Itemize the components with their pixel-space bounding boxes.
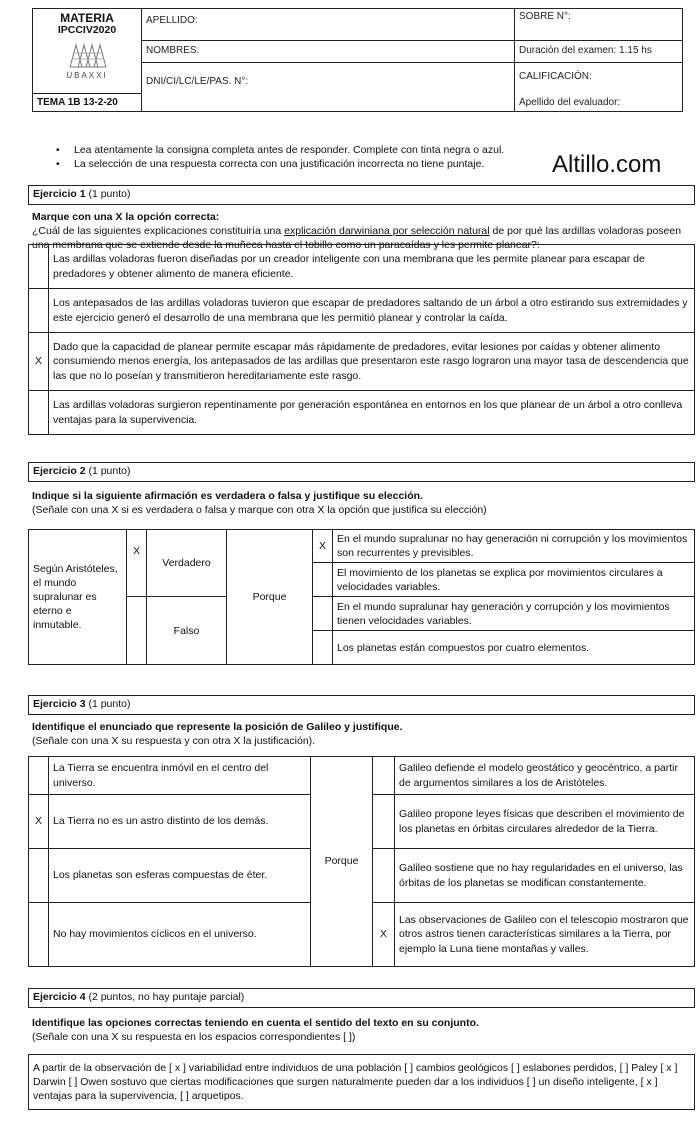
ex2-title-label: Ejercicio 2 [33, 465, 86, 477]
ex1-points: (1 punto) [85, 188, 131, 200]
ex3-instruction: Identifique el enunciado que represente la posición de Galileo y justifique. [32, 721, 403, 733]
calificacion-label: CALIFICACIÓN: [519, 71, 592, 82]
ex2-just-mark[interactable] [313, 563, 333, 597]
ex1-option-row[interactable] [29, 391, 695, 435]
subject-label: MATERIA [60, 11, 114, 25]
ex3-title [28, 695, 695, 715]
uba-logo-text: UBAXXI [66, 70, 108, 80]
ex1-question-post: de por qué las ardillas voladoras poseen una membrana que se extiende desde la muñeca hasta el tobillo como un paracaídas y les permite planear?: [32, 225, 682, 252]
ex4-note: (Señale con una X su respuesta en los espacios correspondientes [ ]) [32, 1031, 356, 1044]
ex1-option-row[interactable] [29, 333, 695, 391]
ex2-note: (Señale con una X si es verdadera o falsa y marque con otra X la opción que justifica su elección) [32, 504, 487, 517]
ex1-option-text: Los antepasados de las ardillas voladoras tuvieron que escapar de predadores saltando de un árbol a otro estirando sus extremidades y este ejercicio generó el desarrollo de una membrana que les permitió planear y controlar la caída. [49, 289, 695, 333]
ex4-title-label: Ejercicio 4 [33, 991, 86, 1003]
ex3-note: (Señale con una X su respuesta y con otra X la justificación). [32, 735, 316, 748]
ex2-false-mark[interactable] [127, 597, 147, 665]
ex3-just-text: Galileo sostiene que no hay regularidades en el universo, las órbitas de los planetas se modifican constantemente. [395, 849, 695, 903]
ex2-prompt [32, 489, 695, 517]
dni-field[interactable]: DNI/CI/LC/LE/PAS. N°: [146, 76, 249, 87]
uba-logo-icon [60, 43, 114, 69]
ex4-prompt [32, 1016, 695, 1044]
subject-box [33, 9, 142, 111]
ex1-options-table [28, 244, 695, 435]
ex2-just-text: Los planetas están compuestos por cuatro elementos. [333, 631, 695, 665]
ex3-just-text: Galileo defiende el modelo geostático y geocéntrico, a partir de argumentos similares a los de Aristóteles. [395, 757, 695, 795]
ex2-just-text: El movimiento de los planetas se explica por movimientos circulares a velocidades variables. [333, 563, 695, 597]
ex3-title-label: Ejercicio 3 [33, 698, 86, 710]
ex4-points: (2 puntos, no hay puntaje parcial) [85, 991, 245, 1003]
ex3-statement-text: La Tierra se encuentra inmóvil en el centro del universo. [49, 757, 311, 795]
ex1-option-mark[interactable] [29, 391, 49, 435]
ex1-option-text: Dado que la capacidad de planear permite escapar más rápidamente de predadores, evitar lesiones por caídas y obtener alimento consumiendo menos energía, los antepasados de las ardillas que presentaron este rasgo lograron una mayor tasa de descendencia que las que no lo poseían y transmitieron hereditariamente este rasgo. [49, 333, 695, 391]
instructions-list [52, 143, 572, 171]
subject-code: IPCCIV2020 [57, 24, 117, 37]
ex1-option-text: Las ardillas voladoras surgieron repentinamente por generación espontánea en entornos en los que planear de un árbol a otro conlleva ventajas para la supervivencia. [49, 391, 695, 435]
ex1-option-row[interactable] [29, 245, 695, 289]
ex3-just-text: Las observaciones de Galileo con el telescopio mostraron que otros astros tienen características similares a la Tierra, por ejemplo la Luna tiene montañas y valles. [395, 903, 695, 967]
evaluador-label: Apellido del evaluador: [519, 97, 621, 108]
ex4-title [28, 988, 695, 1008]
ex3-points: (1 punto) [85, 698, 131, 710]
nombres-field[interactable]: NOMBRES: [142, 41, 514, 63]
ex1-question-pre: ¿Cuál de las siguientes explicaciones constituiría una [32, 225, 285, 238]
ex1-option-mark[interactable] [29, 245, 49, 289]
watermark: Altillo.com [552, 151, 662, 178]
ex2-points: (1 punto) [85, 465, 131, 477]
ex3-statement-text: No hay movimientos cíclicos en el universo. [49, 903, 311, 967]
ex3-just-mark[interactable]: X [373, 903, 395, 967]
exam-info [515, 9, 682, 111]
duracion-field: Duración del examen: 1.15 hs [515, 41, 682, 63]
ex3-statement-mark[interactable] [29, 903, 49, 967]
student-info [142, 9, 515, 111]
ex2-statement: Según Aristóteles, el mundo supralunar es eterno e inmutable. [29, 530, 127, 665]
ex1-instruction: Marque con una X la opción correcta: [32, 211, 220, 223]
ex3-just-text: Galileo propone leyes físicas que describen el movimiento de los planetas en órbitas circulares alrededor de la Tierra. [395, 795, 695, 849]
ex3-statement-mark[interactable]: X [29, 795, 49, 849]
apellido-field[interactable]: APELLIDO: [142, 9, 514, 41]
exam-header [32, 8, 683, 112]
ex2-table [28, 529, 695, 665]
ex2-false-label: Falso [147, 597, 227, 665]
ex2-true-label: Verdadero [147, 530, 227, 597]
ex1-option-mark[interactable]: X [29, 333, 49, 391]
ex2-instruction: Indique si la siguiente afirmación es verdadera o falsa y justifique su elección. [32, 490, 423, 502]
ex2-just-text: En el mundo supralunar no hay generación ni corrupción y los movimientos son recurrentes y previsibles. [333, 530, 695, 563]
ex1-question-underline: explicación darwiniana por selección natural [284, 225, 490, 238]
ex1-title [28, 185, 695, 205]
ex3-statement-text: Los planetas son esferas compuestas de éter. [49, 849, 311, 903]
ex2-just-mark[interactable] [313, 597, 333, 631]
instruction-item: • La selección de una respuesta correcta con una justificación incorrecta no tiene puntaje. [52, 157, 572, 171]
ex2-title [28, 462, 695, 482]
ex1-option-row[interactable] [29, 289, 695, 333]
ex3-just-mark[interactable] [373, 795, 395, 849]
ex3-prompt [32, 720, 695, 748]
ex4-answer-text[interactable]: A partir de la observación de [ x ] variabilidad entre individuos de una población [ ] cambios geológicos [ ] eslabones perdidos, [ ] Paley [ x ] Darwin [ ] Owen sostuvo que ciertas modificaciones que surgen naturalmente pueden dar a los individuos [ ] un diseño inteligente, [ x ] ventajas para la supervivencia, [ ] arquetipos. [28, 1054, 695, 1110]
ex3-table [28, 756, 695, 967]
ex3-just-mark[interactable] [373, 849, 395, 903]
ex2-just-mark[interactable]: X [313, 530, 333, 563]
ex2-just-mark[interactable] [313, 631, 333, 665]
ex2-true-mark[interactable]: X [127, 530, 147, 597]
ex3-statement-mark[interactable] [29, 849, 49, 903]
ex3-statement-text: La Tierra no es un astro distinto de los demás. [49, 795, 311, 849]
ex1-option-mark[interactable] [29, 289, 49, 333]
calificacion-field[interactable] [515, 63, 682, 111]
tema-label: TEMA 1B 13-2-20 [33, 93, 141, 111]
sobre-field[interactable]: SOBRE N°: [515, 9, 682, 41]
ex2-just-text: En el mundo supralunar hay generación y corrupción y los movimientos tienen velocidades variables. [333, 597, 695, 631]
ex3-porque: Porque [311, 757, 373, 967]
ex3-just-mark[interactable] [373, 757, 395, 795]
ex4-instruction: Identifique las opciones correctas teniendo en cuenta el sentido del texto en su conjunto. [32, 1017, 479, 1029]
ex3-statement-mark[interactable] [29, 757, 49, 795]
instruction-item: • Lea atentamente la consigna completa antes de responder. Complete con tinta negra o azul. [52, 143, 572, 157]
ex1-title-label: Ejercicio 1 [33, 188, 86, 200]
ex1-option-text: Las ardillas voladoras fueron diseñadas por un creador inteligente con una membrana que les permite planear para escapar de predadores y obtener alimento de manera eficiente. [49, 245, 695, 289]
ex2-porque: Porque [227, 530, 313, 665]
